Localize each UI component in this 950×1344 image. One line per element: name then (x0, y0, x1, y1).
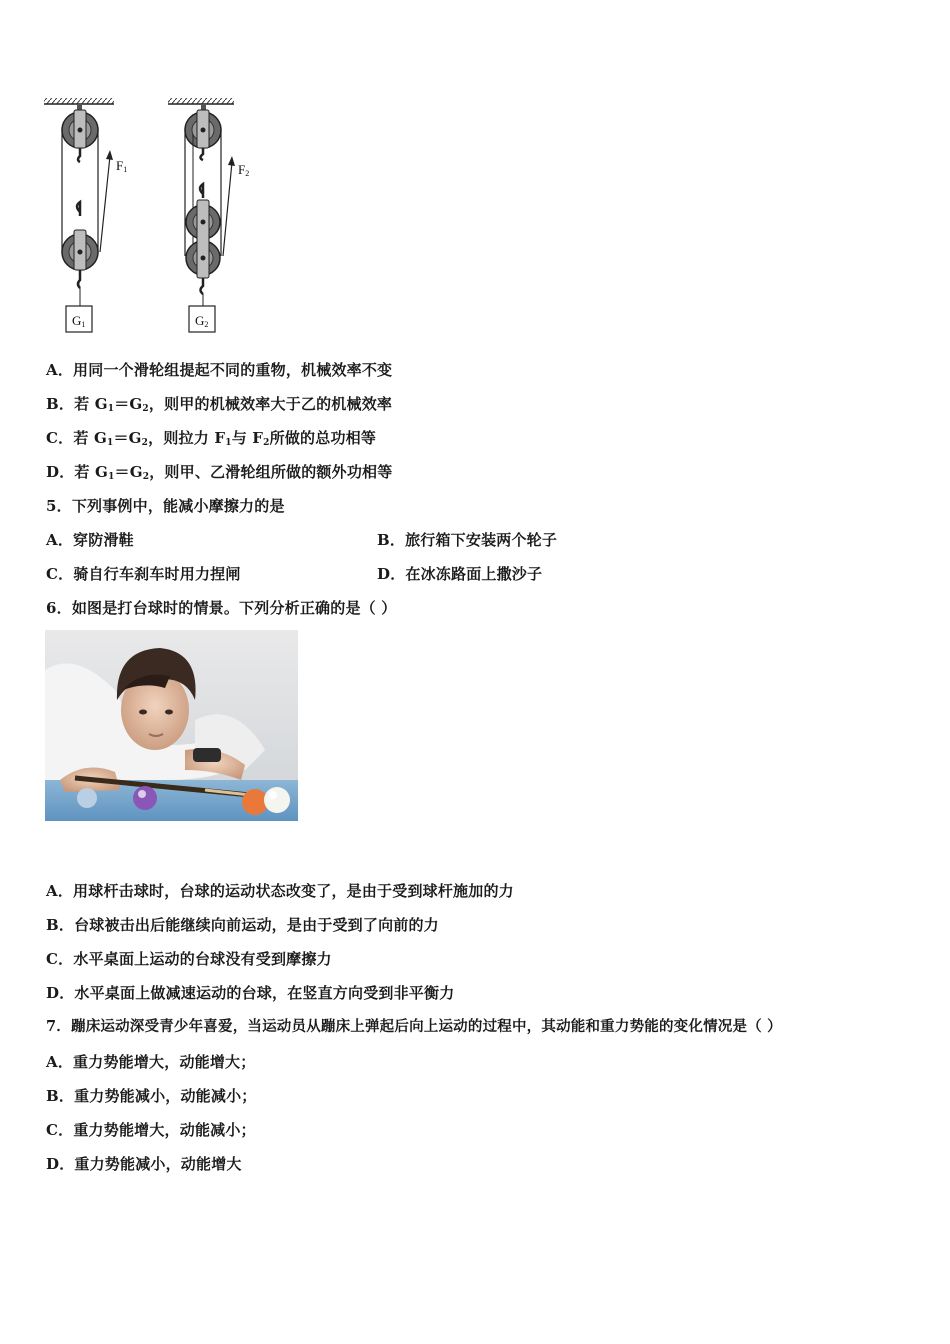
q6-option-c: C．水平桌面上运动的台球没有受到摩擦力 (46, 950, 332, 968)
label-g1: G1 (72, 313, 86, 329)
q7-option-c: C．重力势能增大，动能减小； (46, 1121, 256, 1139)
pulley-system-figure (40, 94, 270, 340)
pulley-system-right (168, 98, 249, 332)
q5-option-d: D．在冰冻路面上撒沙子 (377, 565, 543, 583)
q7-option-a: A．重力势能增大，动能增大； (46, 1053, 256, 1071)
q5-option-c: C．骑自行车刹车时用力捏闸 (46, 565, 241, 583)
q4-option-d: D．若 $G_1=G_2$，则甲、乙滑轮组所做的额外功相等 (46, 463, 393, 482)
billiards-photo (45, 630, 298, 821)
pulley-system-left (44, 98, 127, 332)
q5-stem: 5．下列事例中，能减小摩擦力的是 (46, 497, 285, 515)
q4-option-c: C．若 $G_1=G_2$，则拉力 $F_1$与 $F_2$所做的总功相等 (46, 429, 377, 448)
q6-stem: 6．如图是打台球时的情景。下列分析正确的是（ ） (46, 599, 397, 617)
label-f2: F2 (238, 162, 250, 178)
q6-option-b: B．台球被击出后能继续向前运动，是由于受到了向前的力 (46, 916, 439, 934)
label-g2: G2 (195, 313, 209, 329)
label-f1: F1 (116, 158, 128, 174)
q7-option-d: D．重力势能减小，动能增大 (46, 1155, 242, 1173)
q7-stem: 7．蹦床运动深受青少年喜爱，当运动员从蹦床上弹起后向上运动的过程中，其动能和重力势能的变化情况是（ ） (46, 1018, 782, 1035)
q4-option-b: B．若 $G_1=G_2$，则甲的机械效率大于乙的机械效率 (46, 395, 393, 414)
q4-option-a: A．用同一个滑轮组提起不同的重物，机械效率不变 (46, 361, 393, 379)
q5-option-a: A．穿防滑鞋 (46, 531, 134, 549)
q6-option-d: D．水平桌面上做减速运动的台球，在竖直方向受到非平衡力 (46, 984, 455, 1002)
q7-option-b: B．重力势能减小，动能减小； (46, 1087, 257, 1105)
q6-option-a: A．用球杆击球时，台球的运动状态改变了，是由于受到球杆施加的力 (46, 882, 514, 900)
q5-option-b: B．旅行箱下安装两个轮子 (377, 531, 558, 549)
